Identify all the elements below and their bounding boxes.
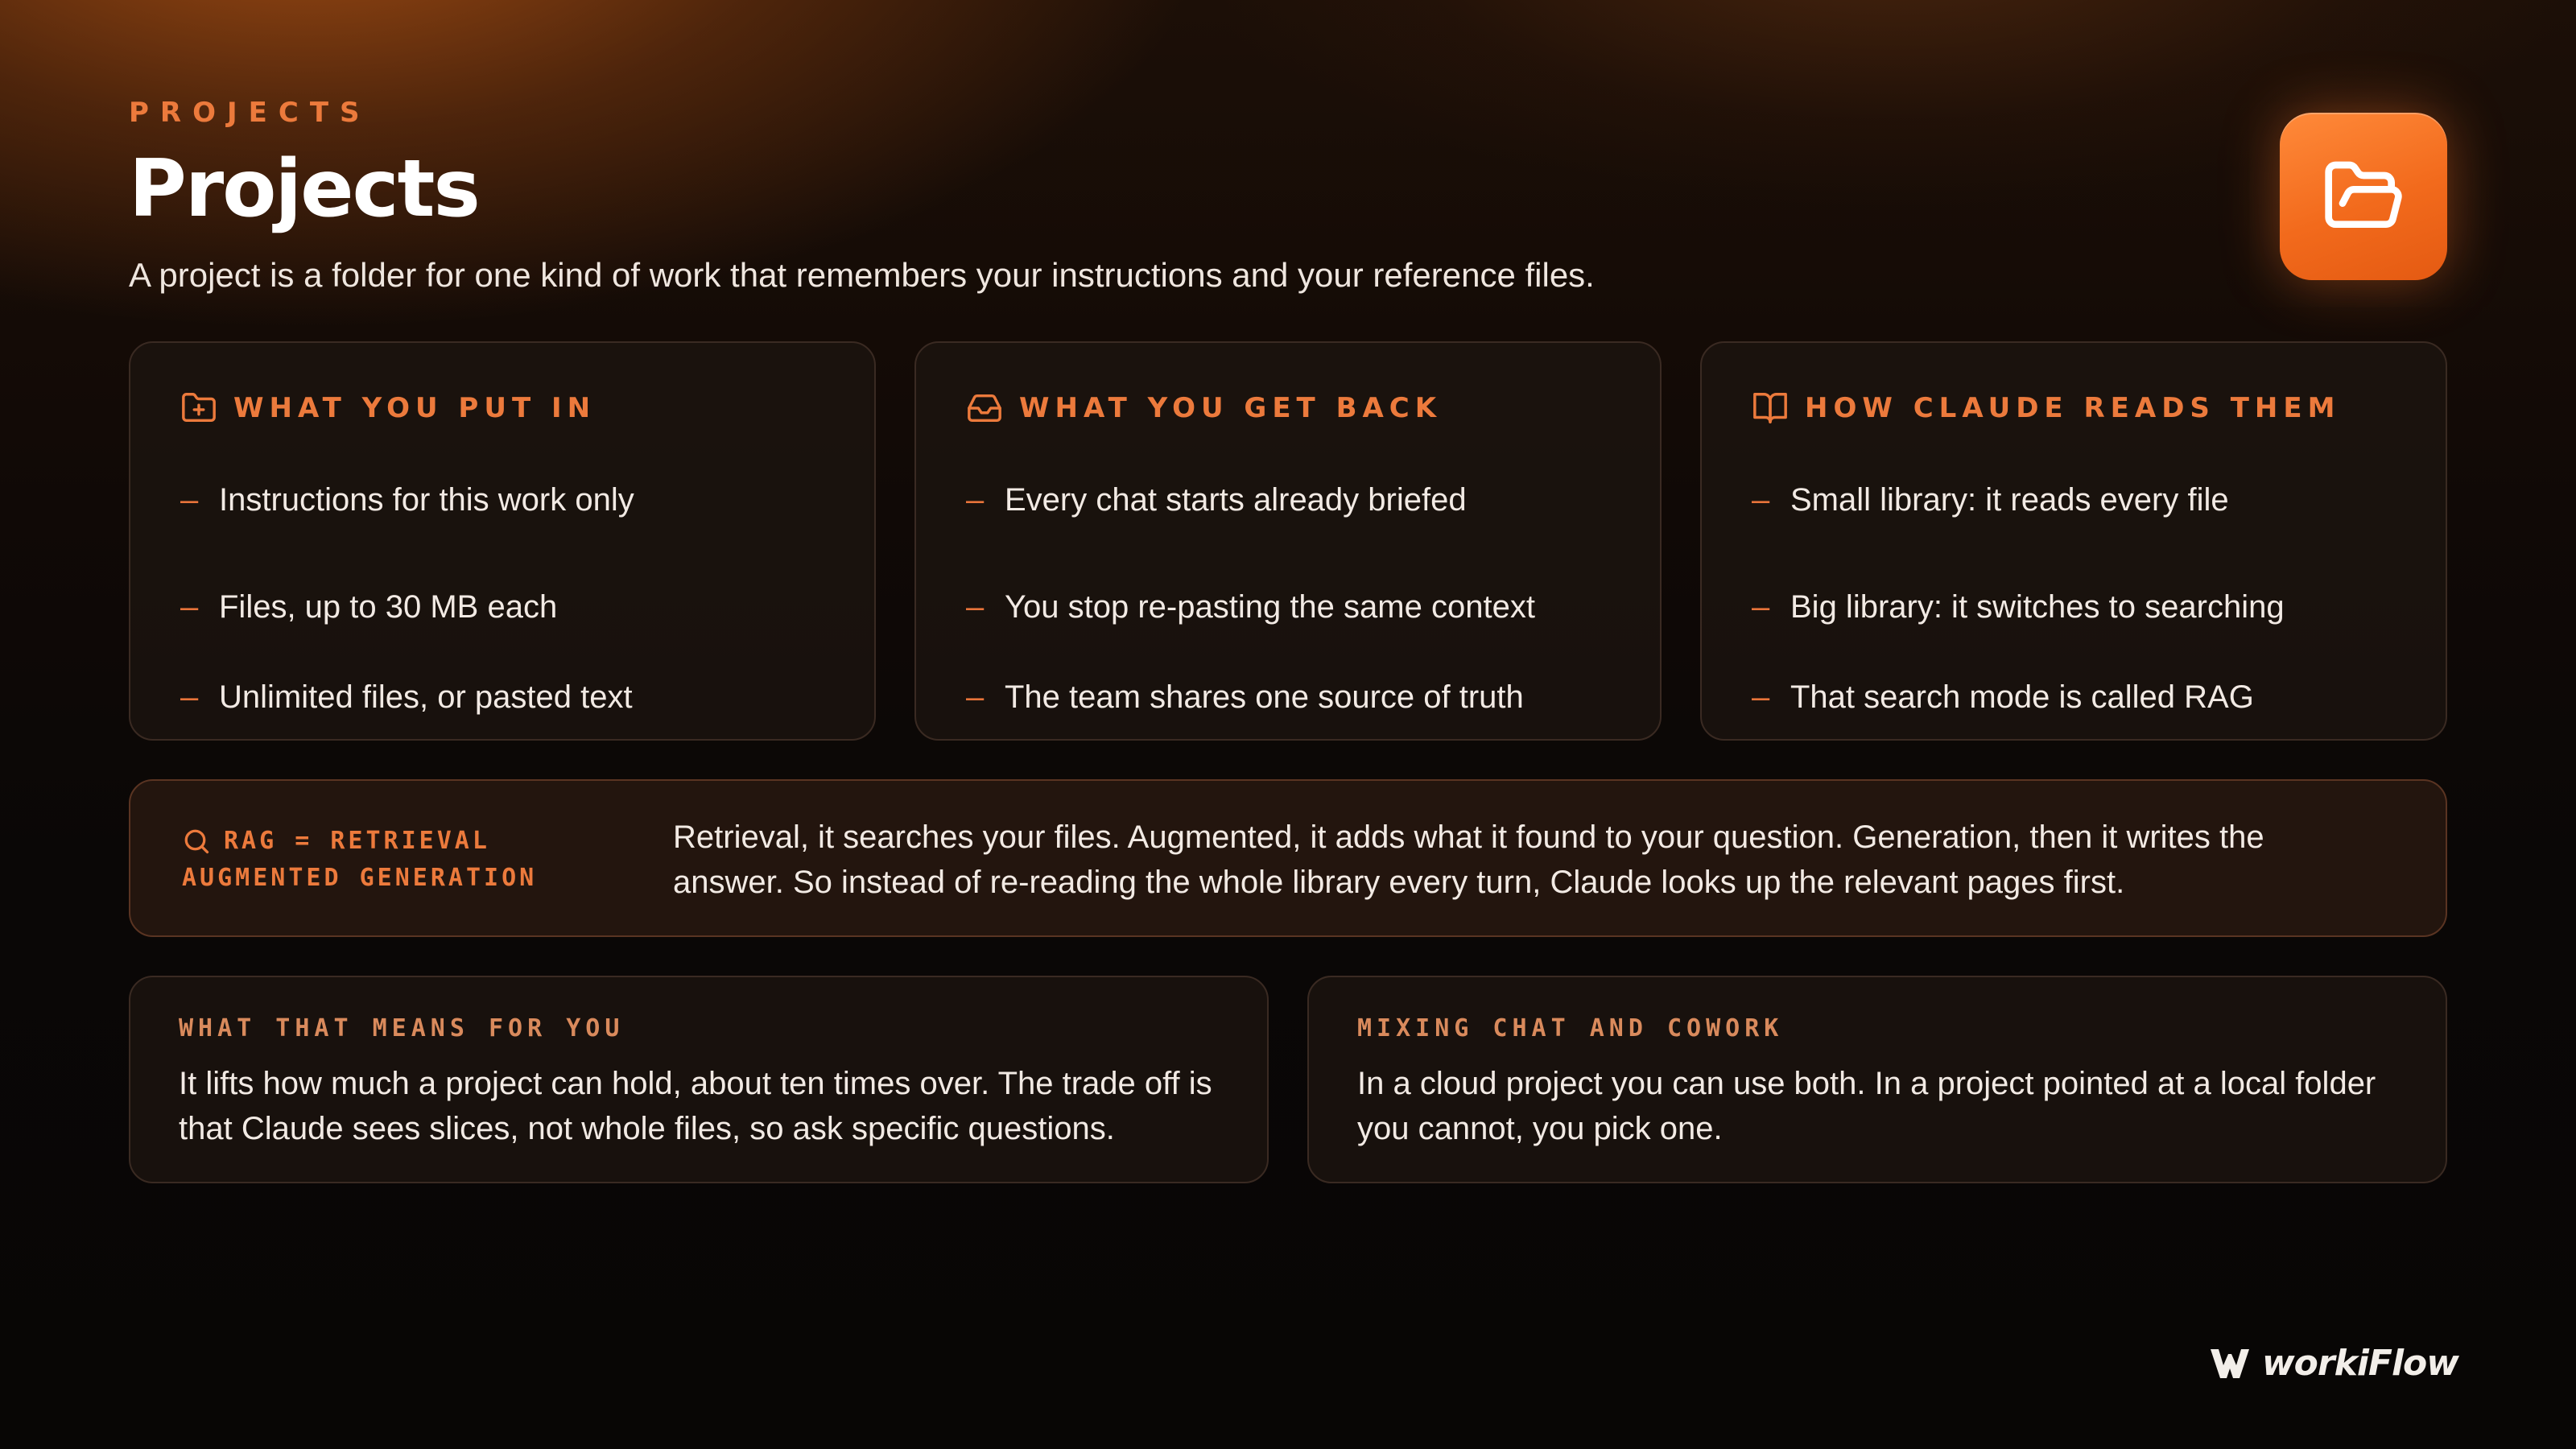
card-body: In a cloud project you can use both. In a project pointed at a local folder you cannot, you pick one.: [1357, 1066, 2376, 1146]
card-what-that-means: [129, 976, 1269, 1183]
card-label: WHAT THAT MEANS FOR YOU: [179, 1014, 625, 1042]
card-heading: HOW CLAUDE READS THEM: [1805, 392, 2341, 424]
book-open-icon: [1752, 390, 1789, 427]
brand-logo: [2209, 1343, 2458, 1384]
rag-label: RAG = RETRIEVAL AUGMENTED GENERATION: [182, 827, 538, 892]
card-heading: WHAT YOU GET BACK: [1019, 392, 1443, 424]
search-icon: [182, 827, 211, 856]
list-item: – Big library: it switches to searching: [1752, 588, 2285, 625]
card-body: It lifts how much a project can hold, about ten times over. The trade off is that Claude sees slices, not whole files, so ask specific questions.: [179, 1066, 1212, 1146]
list-item: – The team shares one source of truth: [966, 679, 1524, 715]
card-what-you-put-in: [129, 341, 876, 741]
card-mixing-chat-cowork: [1307, 976, 2447, 1183]
folder-open-icon: [2280, 113, 2447, 280]
list-item: – Files, up to 30 MB each: [180, 588, 558, 625]
card-list: [1752, 472, 2285, 742]
card-list: [180, 472, 634, 742]
page-subtitle: A project is a folder for one kind of work that remembers your instructions and your reference files.: [129, 256, 1595, 294]
card-header: [1752, 390, 2340, 427]
card-heading: WHAT YOU PUT IN: [233, 392, 597, 424]
list-item: – Small library: it reads every file: [1752, 481, 2229, 518]
list-item: – Unlimited files, or pasted text: [180, 679, 633, 715]
card-label: MIXING CHAT AND COWORK: [1357, 1014, 1784, 1042]
list-item: – Every chat starts already briefed: [966, 481, 1467, 518]
inbox-icon: [966, 390, 1003, 427]
list-item: – That search mode is called RAG: [1752, 679, 2254, 715]
list-item: – You stop re-pasting the same context: [966, 588, 1535, 625]
rag-definition-card: [129, 779, 2447, 937]
folder-plus-icon: [180, 390, 217, 427]
eyebrow-label: PROJECTS: [129, 97, 371, 129]
workiflow-logo-icon: [2209, 1346, 2251, 1381]
page-title: Projects: [129, 143, 479, 235]
list-item: – Instructions for this work only: [180, 481, 634, 518]
card-header: [966, 390, 1442, 427]
card-list: [966, 472, 1535, 742]
card-what-you-get-back: [914, 341, 1662, 741]
card-how-claude-reads-them: [1700, 341, 2447, 741]
rag-description: Retrieval, it searches your files. Augmented, it adds what it found to your question. Generation, then it writes the answer. So instead of re-reading the whole library every turn, Claude looks up the relevant pages first.: [673, 819, 2264, 900]
brand-name: workiFlow: [2262, 1343, 2458, 1384]
card-header: [180, 390, 596, 427]
